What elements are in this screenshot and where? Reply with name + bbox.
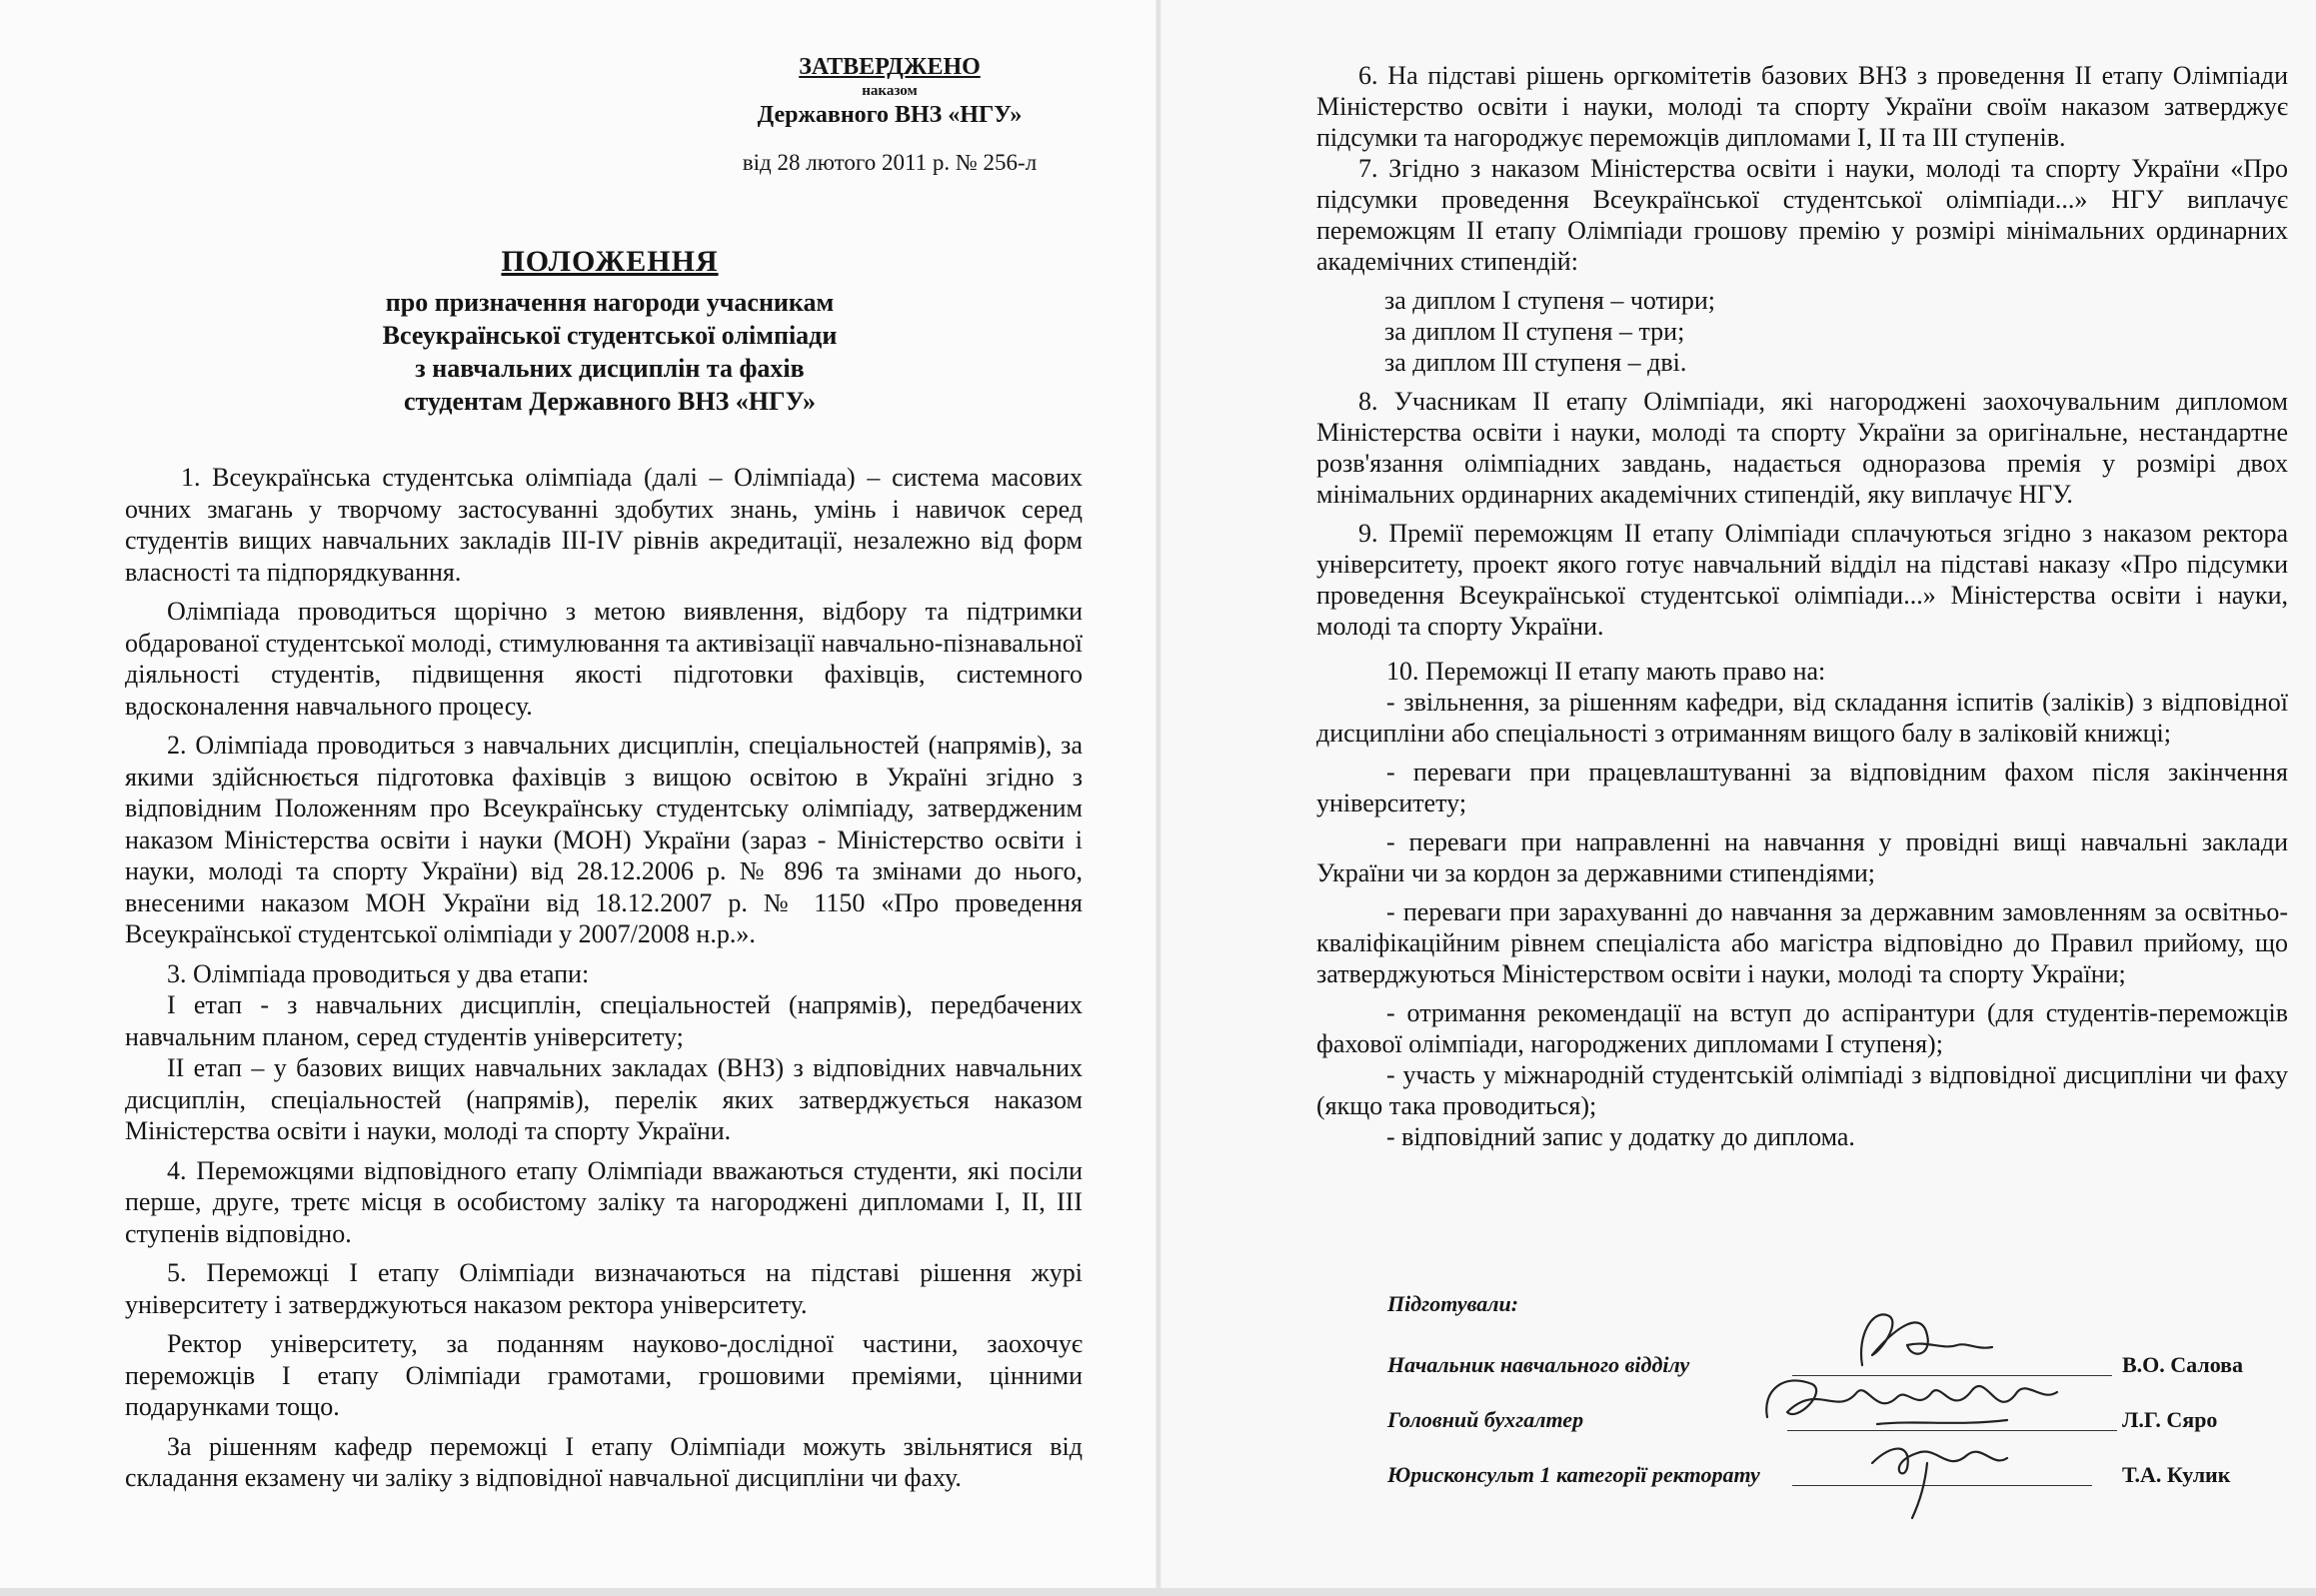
paragraph-6: 6. На підставі рішень оргкомітетів базових ВНЗ з проведення ІІ етапу Олімпіади Міністерство освіти і науки, молоді та спорту України своїм наказом затверджує підсумки та нагороджує переможців дипломами І, ІІ та ІІІ ступенів. [1316, 61, 2288, 152]
handwritten-signature-3 [1857, 1423, 2027, 1523]
paragraph-7: 7. Згідно з наказом Міністерства освіти і науки, молоді та спорту України «Про підсумки проведення Всеукраїнської студентської олімпіади...» НГУ виплачує переможцям ІІ етапу Олімпіади грошову премію у розмірі мінімальних ординарних академічних стипендій: [1316, 154, 2288, 276]
signer-role-1: Начальник навчального відділу [1387, 1352, 1690, 1377]
right-body [1316, 60, 2288, 1152]
signature-row-3 [1387, 1445, 2287, 1500]
document-title [270, 245, 950, 418]
diploma-grade-2: за диплом ІІ ступеня – три; [1384, 317, 1685, 346]
approval-by-order: наказом [862, 83, 918, 99]
paragraph-3: 3. Олімпіада проводиться у два етапи: [167, 958, 590, 988]
paragraph-10: 10. Переможці ІІ етапу мають право на: [1386, 657, 1826, 686]
paragraph-5-rector: Ректор університету, за поданням науково-дослідної частини, заохочує переможців І етапу Олімпіади грамотами, грошовими преміями, цінними подарунками тощо. [125, 1329, 1083, 1421]
right-item-postgraduate: - отримання рекомендації на вступ до аспірантури (для студентів-переможців фахової олімпіади, нагороджених дипломами І ступеня); [1316, 998, 2288, 1058]
paragraph-2: 2. Олімпіада проводиться з навчальних дисциплін, спеціальностей (напрямів), за якими здійснюється підготовка фахівців з вищою освітою в Україні згідно з відповідним Положенням про Всеукраїнську студентську олімпіаду, затвердженим наказом Міністерства освіти і науки (МОН) України (зараз - Міністерство освіти і науки, молоді та спорту України) від 28.12.2006 р. № 896 та змінами до нього, внесеними наказом МОН України від 18.12.2007 р. № 1150 «Про проведення Всеукраїнської студентської олімпіади у 2007/2008 н.р.». [125, 731, 1083, 948]
paragraph-4: 4. Переможцями відповідного етапу Олімпіади вважаються студенти, які посіли перше, друге, третє місця в особистому заліку та нагороджені дипломами І, ІІ, ІІІ ступенів відповідно. [125, 1155, 1083, 1248]
approval-block [700, 52, 1080, 178]
diploma-grade-3: за диплом ІІІ ступеня – дві. [1384, 348, 1687, 377]
paragraph-5: 5. Переможці І етапу Олімпіади визначаються на підставі рішення журі університету і затверджуються наказом ректора університету. [125, 1258, 1083, 1319]
right-item-study-abroad: - переваги при направленні на навчання у провідні вищі навчальні заклади України чи за кордон за державними стипендіями; [1316, 827, 2288, 887]
approval-heading: ЗАТВЕРДЖЕНО [799, 54, 981, 80]
signer-role-2: Головний бухгалтер [1387, 1407, 1584, 1432]
paragraph-8: 8. Учасникам ІІ етапу Олімпіади, які нагороджені заохочувальним дипломом Міністерства освіти і науки, молоді та спорту України за оригінальне, нестандартне розв'язання олімпіадних завдань, надається одноразова премія у розмірі двох мінімальних ординарних академічних стипендій, яку виплачує НГУ. [1316, 387, 2288, 509]
scan-bottom-edge [0, 1588, 2316, 1596]
signer-name-2: Л.Г. Сяро [2122, 1407, 2218, 1432]
approval-institution: Державного ВНЗ «НГУ» [757, 102, 1023, 128]
right-item-employment: - переваги при працевлаштуванні за відповідним фахом після закінчення університету; [1316, 758, 2288, 817]
diploma-grade-1: за диплом І ступеня – чотири; [1384, 286, 1715, 315]
right-item-international: - участь у міжнародній студентській олімпіаді з відповідної дисципліни чи фаху (якщо така проводиться); [1316, 1060, 2288, 1120]
signer-name-1: В.О. Салова [2122, 1352, 2244, 1377]
signer-name-3: Т.А. Кулик [2122, 1462, 2231, 1487]
paragraph-9: 9. Премії переможцям ІІ етапу Олімпіади сплачуються згідно з наказом ректора університету, проект якого готує навчальний відділ на підставі наказу «Про підсумки проведення Всеукраїнської студентської олімпіади...» Міністерства освіти і науки, молоді та спорту України. [1316, 519, 2288, 641]
right-item-enrollment: - переваги при зарахуванні до навчання за державним замовленням за освітньо-кваліфікаційним рівнем спеціаліста або магістра відповідно до Правил прийому, що затверджуються Міністерством освіти і науки, молоді та спорту України; [1316, 897, 2288, 988]
right-item-exemption: - звільнення, за рішенням кафедри, від складання іспитів (заліків) з відповідної дисципліни або спеціальності з отриманням вищого балу в заліковій книжці; [1316, 688, 2288, 748]
title-line-2: Всеукраїнської студентської олімпіади [382, 321, 838, 350]
signer-role-3: Юрисконсульт 1 категорії ректорату [1387, 1462, 1760, 1487]
title-line-4: студентам Державного ВНЗ «НГУ» [403, 387, 817, 416]
paragraph-1: 1. Всеукраїнська студентська олімпіада (далі – Олімпіада) – система масових очних змагань у творчому застосуванні здобутих знань, умінь і навичок серед студентів вищих навчальних закладів III-IV рівнів акредитації, незалежно від форм власності та підпорядкування. [125, 463, 1083, 587]
page-fold [1156, 0, 1161, 1596]
signature-row-2 [1387, 1390, 2287, 1445]
approval-date-number: від 28 лютого 2011 р. № 256-л [742, 150, 1038, 175]
paragraph-5-departments: За рішенням кафедр переможці І етапу Олімпіади можуть звільнятися від складання екзамену чи заліку з відповідної навчальної дисципліни чи фаху. [125, 1431, 1083, 1492]
paragraph-3-stage-1: І етап - з навчальних дисциплін, спеціальностей (напрямів), передбачених навчальним планом, серед студентів університету; [125, 990, 1083, 1051]
title-line-3: з навчальних дисциплін та фахів [415, 354, 805, 383]
left-body [125, 462, 1083, 1494]
paragraph-1-goal: Олімпіада проводиться щорічно з метою виявлення, відбору та підтримки обдарованої студентської молоді, стимулювання та активізації навчально-пізнавальної діяльності студентів, підвищення якості підготовки фахівців, системного вдосконалення навчального процесу. [125, 597, 1083, 721]
signature-block [1387, 1285, 2287, 1500]
prepared-label: Підготували: [1387, 1291, 1519, 1316]
right-item-diploma-record: - відповідний запис у додатку до диплома. [1386, 1122, 1855, 1151]
title-main: ПОЛОЖЕННЯ [501, 245, 719, 278]
paragraph-3-stage-2: ІІ етап – у базових вищих навчальних закладах (ВНЗ) з відповідних навчальних дисциплін, спеціальностей (напрямів), перелік яких затверджується наказом Міністерства освіти і науки, молоді та спорту України. [125, 1053, 1083, 1145]
title-line-1: про призначення нагороди учасникам [385, 288, 835, 317]
